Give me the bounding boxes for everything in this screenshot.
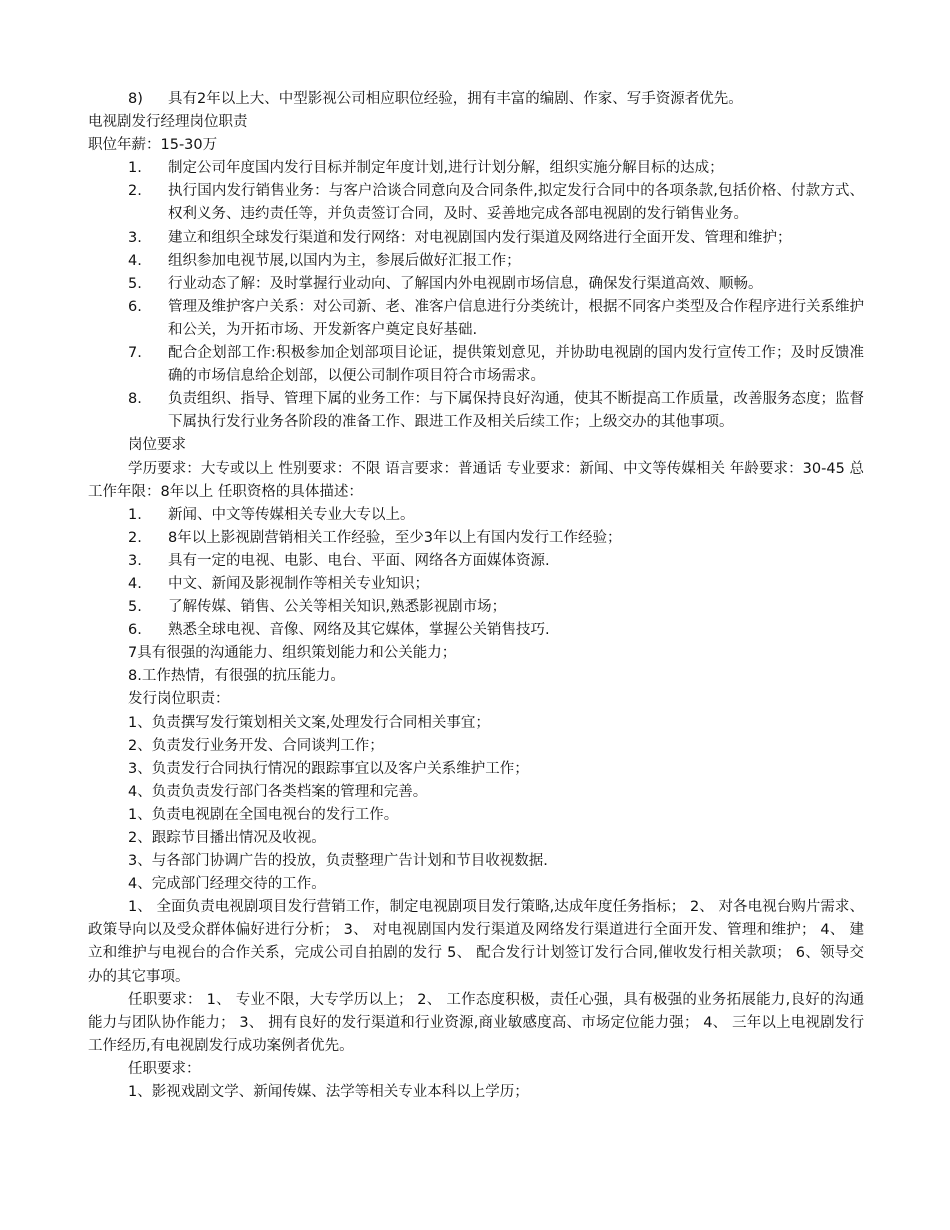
item-text: 熟悉全球电视、音像、网络及其它媒体，掌握公关销售技巧. (168, 622, 550, 639)
list-item: 3、与各部门协调广告的投放，负责整理广告计划和节目收视数据. (128, 853, 548, 870)
list-item: 4、负责负责发行部门各类档案的管理和完善。 (128, 783, 428, 800)
item-text: 制定公司年度国内发行目标并制定年度计划,进行计划分解，组织实施分解目标的达成； (168, 160, 724, 177)
list-item (88, 88, 864, 111)
job-title: 电视剧发行经理岗位职责 (88, 114, 248, 131)
item-number: 4. (128, 575, 142, 592)
item-text: 具有一定的电视、电影、电台、平面、网络各方面媒体资源. (168, 552, 550, 569)
item-number: 3. (128, 229, 142, 246)
list-item (88, 527, 864, 550)
list-item (88, 273, 864, 296)
list-item (88, 504, 864, 527)
list-item (88, 596, 864, 619)
list-item (88, 227, 864, 250)
item-text: 了解传媒、销售、公关等相关知识,熟悉影视剧市场； (168, 599, 507, 616)
list-item: 8.工作热情，有很强的抗压能力。 (128, 668, 345, 685)
item-text: 配合企划部工作:积极参加企划部项目论证，提供策划意见，并协助电视剧的国内发行宣传工作；及时反馈准确的市场信息给企划部，以便公司制作项目符合市场需求。 (168, 345, 864, 385)
list-item: 2、跟踪节目播出情况及收视。 (128, 830, 326, 846)
section-heading: 任职要求： (128, 1060, 201, 1077)
list-item (88, 619, 864, 642)
list-item: 7具有很强的沟通能力、组织策划能力和公关能力； (128, 645, 457, 662)
section-heading: 发行岗位职责： (128, 691, 230, 708)
item-text: 建立和组织全球发行渠道和发行网络：对电视剧国内发行渠道及网络进行全面开发、管理和维护； (168, 229, 792, 246)
list-item: 1、负责撰写发行策划相关文案,处理发行合同相关事宜； (128, 714, 490, 731)
requirements-list (88, 504, 864, 643)
item-number: 3. (128, 552, 142, 569)
item-number: 2. (128, 529, 142, 546)
list-item (88, 296, 864, 342)
item-number: 8) (128, 91, 143, 107)
item-text: 负责组织、指导、管理下属的业务工作：与下属保持良好沟通，使其不断提高工作质量，改善服务态度；监督下属执行发行业务各阶段的准备工作、跟进工作及相关后续工作；上级交办的其他事项。 (168, 391, 864, 431)
item-number: 1. (128, 506, 142, 523)
item-text: 执行国内发行销售业务：与客户洽谈合同意向及合同条件,拟定发行合同中的各项条款,包括价格、付款方式、权利义务、违约责任等，并负责签订合同，及时、妥善地完成各部电视剧的发行销售业务。 (168, 183, 864, 223)
list-item (88, 573, 864, 596)
item-text: 中文、新闻及影视制作等相关专业知识； (168, 575, 429, 592)
list-item: 4、完成部门经理交待的工作。 (128, 876, 326, 893)
salary-line: 职位年薪：15-30万 (88, 137, 218, 154)
item-text: 行业动态了解：及时掌握行业动向、了解国内外电视剧市场信息，确保发行渠道高效、顺畅。 (168, 275, 763, 292)
item-number: 2. (128, 183, 142, 200)
duties-list (88, 157, 864, 434)
list-item (88, 342, 864, 388)
list-item: 1、影视戏剧文学、新闻传媒、法学等相关专业本科以上学历； (128, 1084, 529, 1101)
item-text: 8年以上影视剧营销相关工作经验，至少3年以上有国内发行工作经验； (168, 529, 622, 546)
item-text: 具有2年以上大、中型影视公司相应职位经验，拥有丰富的编剧、作家、写手资源者优先。 (168, 91, 743, 107)
list-item: 3、负责发行合同执行情况的跟踪事宜以及客户关系维护工作； (128, 760, 529, 777)
requirements-summary: 学历要求：大专或以上 性别要求：不限 语言要求：普通话 专业要求：新闻、中文等传媒相关 年龄要求：30-45 总工作年限：8年以上 任职资格的具体描述： (88, 460, 864, 500)
list-item (88, 180, 864, 226)
list-item (88, 550, 864, 573)
list-item: 1、负责电视剧在全国电视台的发行工作。 (128, 806, 399, 823)
item-number: 5. (128, 599, 142, 616)
item-text: 新闻、中文等传媒相关专业大专以上。 (168, 506, 415, 523)
list-item (88, 388, 864, 434)
release-duties-list (88, 712, 864, 897)
item-text: 组织参加电视节展,以国内为主，参展后做好汇报工作； (168, 252, 521, 269)
item-number: 6. (128, 298, 142, 315)
item-number: 5. (128, 275, 142, 292)
section-heading: 岗位要求 (128, 437, 186, 454)
item-number: 8. (128, 391, 142, 408)
item-number: 7. (128, 345, 142, 362)
item-number: 1. (128, 160, 142, 177)
list-item (88, 250, 864, 273)
duties-paragraph: 1、 全面负责电视剧项目发行营销工作，制定电视剧项目发行策略,达成年度任务指标； 2、 对各电视台购片需求、政策导向以及受众群体偏好进行分析； 3、 对电视剧国内发行渠道及网络发行渠道进行全面开发、管理和维护； 4、 建立和维护与电视台的合作关系，完成公司自拍剧的发行 5、 配合发行计划签订发行合同,催收发行相关款项； 6、领导交办的其它事项。 (88, 899, 864, 985)
requirements-paragraph: 任职要求： 1、 专业不限，大专学历以上； 2、 工作态度积极，责任心强，具有极强的业务拓展能力,良好的沟通能力与团队协作能力； 3、 拥有良好的发行渠道和行业资源,商业敏感度高、市场定位能力强； 4、 三年以上电视剧发行工作经历,有电视剧发行成功案例者优先。 (88, 991, 864, 1054)
item-number: 6. (128, 622, 142, 639)
item-text: 管理及维护客户关系：对公司新、老、准客户信息进行分类统计，根据不同客户类型及合作程序进行关系维护和公关，为开拓市场、开发新客户奠定良好基础. (168, 298, 864, 338)
list-item (88, 157, 864, 180)
list-item: 2、负责发行业务开发、合同谈判工作； (128, 737, 384, 754)
item-number: 4. (128, 252, 142, 269)
